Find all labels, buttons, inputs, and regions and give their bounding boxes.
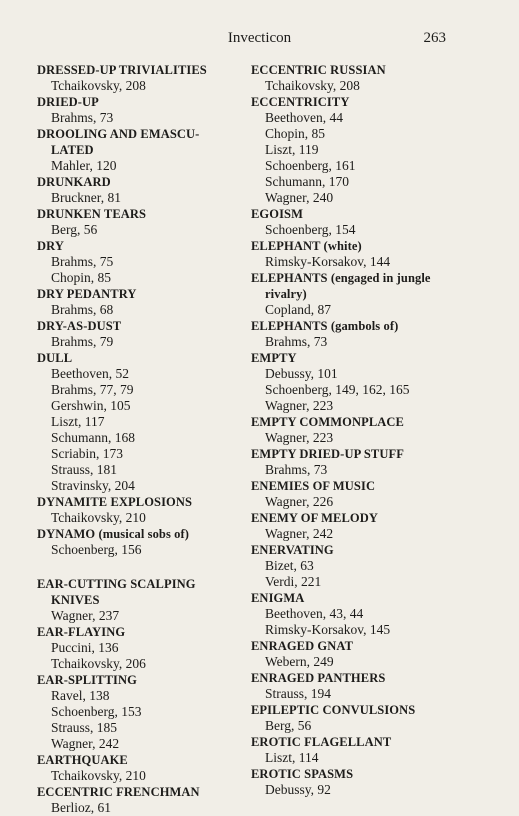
index-reference: Rimsky-Korsakov, 145 bbox=[265, 622, 391, 637]
index-reference: Brahms, 73 bbox=[265, 334, 328, 349]
index-reference: Wagner, 226 bbox=[265, 494, 334, 509]
index-entry bbox=[251, 542, 471, 590]
index-heading: EMPTY COMMONPLACE bbox=[251, 415, 404, 429]
index-reference: Tchaikovsky, 208 bbox=[51, 78, 146, 93]
index-heading: ENRAGED PANTHERS bbox=[251, 671, 386, 685]
index-entry bbox=[37, 350, 257, 494]
index-entry bbox=[37, 62, 257, 94]
index-heading: DRUNKARD bbox=[37, 175, 111, 189]
index-entry bbox=[37, 784, 257, 816]
index-reference: Gershwin, 105 bbox=[51, 398, 131, 413]
index-reference: Ravel, 138 bbox=[51, 688, 110, 703]
index-heading: EAR-SPLITTING bbox=[37, 673, 137, 687]
index-heading: DRESSED-UP TRIVIALITIES bbox=[37, 63, 207, 77]
index-heading: ECCENTRICITY bbox=[251, 95, 350, 109]
index-reference: Beethoven, 44 bbox=[265, 110, 343, 125]
index-entry bbox=[251, 638, 471, 670]
index-entry bbox=[251, 590, 471, 638]
index-reference: Tchaikovsky, 206 bbox=[51, 656, 146, 671]
index-entry bbox=[37, 494, 257, 526]
index-heading: ENERVATING bbox=[251, 543, 334, 557]
index-heading: EPILEPTIC CONVULSIONS bbox=[251, 703, 416, 717]
index-reference: Brahms, 79 bbox=[51, 334, 114, 349]
index-heading: EGOISM bbox=[251, 207, 303, 221]
index-reference: Rimsky-Korsakov, 144 bbox=[265, 254, 391, 269]
index-reference: Chopin, 85 bbox=[265, 126, 326, 141]
index-heading: LATED bbox=[51, 143, 94, 157]
index-reference: Stravinsky, 204 bbox=[51, 478, 135, 493]
index-entry bbox=[251, 510, 471, 542]
running-head bbox=[0, 30, 519, 50]
index-entry bbox=[37, 576, 257, 624]
index-heading: ENIGMA bbox=[251, 591, 305, 605]
index-heading: DRY PEDANTRY bbox=[37, 287, 137, 301]
index-heading: ECCENTRIC FRENCHMAN bbox=[37, 785, 200, 799]
index-heading: EROTIC SPASMS bbox=[251, 767, 354, 781]
index-reference: Bizet, 63 bbox=[265, 558, 314, 573]
index-entry bbox=[37, 206, 257, 238]
index-reference: Berg, 56 bbox=[265, 718, 312, 733]
index-reference: Schoenberg, 161 bbox=[265, 158, 356, 173]
index-heading: EAR-CUTTING SCALPING bbox=[37, 577, 196, 591]
index-reference: Schumann, 170 bbox=[265, 174, 349, 189]
index-reference: Wagner, 240 bbox=[265, 190, 334, 205]
index-heading: ENEMIES OF MUSIC bbox=[251, 479, 376, 493]
index-reference: Schoenberg, 156 bbox=[51, 542, 142, 557]
index-entry bbox=[37, 752, 257, 784]
index-entry bbox=[37, 238, 257, 286]
index-reference: Webern, 249 bbox=[265, 654, 334, 669]
index-column-right bbox=[251, 62, 471, 798]
index-reference: Wagner, 223 bbox=[265, 430, 334, 445]
index-entry bbox=[251, 670, 471, 702]
index-heading: ENEMY OF MELODY bbox=[251, 511, 378, 525]
index-reference: Schumann, 168 bbox=[51, 430, 135, 445]
index-entry bbox=[37, 318, 257, 350]
index-reference: Wagner, 242 bbox=[265, 526, 334, 541]
index-entry bbox=[37, 526, 257, 558]
index-reference: Brahms, 73 bbox=[51, 110, 114, 125]
index-entry bbox=[37, 672, 257, 752]
index-reference: Tchaikovsky, 208 bbox=[265, 78, 360, 93]
index-heading: rivalry) bbox=[265, 287, 307, 301]
index-reference: Strauss, 181 bbox=[51, 462, 118, 477]
index-reference: Liszt, 114 bbox=[265, 750, 319, 765]
index-entry bbox=[37, 624, 257, 672]
index-reference: Beethoven, 52 bbox=[51, 366, 129, 381]
running-title: Invecticon bbox=[227, 30, 292, 46]
index-entry bbox=[251, 766, 471, 798]
index-entry bbox=[251, 206, 471, 238]
index-heading: DULL bbox=[37, 351, 73, 365]
index-reference: Puccini, 136 bbox=[51, 640, 119, 655]
index-reference: Brahms, 68 bbox=[51, 302, 114, 317]
index-reference: Wagner, 223 bbox=[265, 398, 334, 413]
index-heading: EMPTY bbox=[251, 351, 297, 365]
index-heading: ELEPHANT (white) bbox=[251, 239, 362, 253]
index-reference: Tchaikovsky, 210 bbox=[51, 510, 146, 525]
index-heading: DRUNKEN TEARS bbox=[37, 207, 147, 221]
index-reference: Verdi, 221 bbox=[265, 574, 322, 589]
index-reference: Chopin, 85 bbox=[51, 270, 112, 285]
index-heading: ELEPHANTS (gambols of) bbox=[251, 319, 399, 333]
index-reference: Wagner, 237 bbox=[51, 608, 120, 623]
index-entry bbox=[251, 702, 471, 734]
index-reference: Strauss, 194 bbox=[265, 686, 332, 701]
index-reference: Bruckner, 81 bbox=[51, 190, 121, 205]
index-entry bbox=[251, 238, 471, 270]
index-reference: Tchaikovsky, 210 bbox=[51, 768, 146, 783]
index-entry bbox=[251, 318, 471, 350]
index-reference: Debussy, 101 bbox=[265, 366, 338, 381]
index-entry bbox=[251, 414, 471, 446]
index-heading: EAR-FLAYING bbox=[37, 625, 126, 639]
index-column-left bbox=[37, 62, 257, 816]
index-heading: EMPTY DRIED-UP STUFF bbox=[251, 447, 404, 461]
index-heading: DYNAMITE EXPLOSIONS bbox=[37, 495, 193, 509]
index-heading: ENRAGED GNAT bbox=[251, 639, 354, 653]
index-reference: Beethoven, 43, 44 bbox=[265, 606, 364, 621]
index-reference: Strauss, 185 bbox=[51, 720, 118, 735]
index-reference: Scriabin, 173 bbox=[51, 446, 123, 461]
index-entry bbox=[251, 350, 471, 414]
index-heading: DRY-AS-DUST bbox=[37, 319, 122, 333]
index-heading: DRIED-UP bbox=[37, 95, 99, 109]
index-entry bbox=[37, 174, 257, 206]
index-entry bbox=[251, 94, 471, 206]
index-reference: Schoenberg, 149, 162, 165 bbox=[265, 382, 410, 397]
index-reference: Liszt, 119 bbox=[265, 142, 319, 157]
index-reference: Schoenberg, 153 bbox=[51, 704, 142, 719]
index-reference: Schoenberg, 154 bbox=[265, 222, 356, 237]
index-reference: Brahms, 75 bbox=[51, 254, 114, 269]
index-reference: Berlioz, 61 bbox=[51, 800, 111, 815]
index-reference: Liszt, 117 bbox=[51, 414, 105, 429]
index-heading: DYNAMO (musical sobs of) bbox=[37, 527, 190, 541]
index-heading: ELEPHANTS (engaged in jungle bbox=[251, 271, 431, 285]
index-entry bbox=[251, 478, 471, 510]
index-entry bbox=[37, 126, 257, 174]
index-heading: DROOLING AND EMASCU- bbox=[37, 127, 200, 141]
index-entry bbox=[251, 734, 471, 766]
index-reference: Berg, 56 bbox=[51, 222, 98, 237]
index-entry bbox=[251, 62, 471, 94]
index-entry bbox=[251, 446, 471, 478]
index-heading: DRY bbox=[37, 239, 64, 253]
index-entry bbox=[251, 270, 471, 318]
index-reference: Debussy, 92 bbox=[265, 782, 331, 797]
index-heading: KNIVES bbox=[51, 593, 100, 607]
index-reference: Mahler, 120 bbox=[51, 158, 117, 173]
index-reference: Brahms, 77, 79 bbox=[51, 382, 134, 397]
index-reference: Wagner, 242 bbox=[51, 736, 120, 751]
index-heading: ECCENTRIC RUSSIAN bbox=[251, 63, 386, 77]
page-number: 263 bbox=[423, 30, 446, 46]
index-heading: EARTHQUAKE bbox=[37, 753, 128, 767]
index-reference: Copland, 87 bbox=[265, 302, 331, 317]
index-entry bbox=[37, 94, 257, 126]
index-entry bbox=[37, 286, 257, 318]
index-heading: EROTIC FLAGELLANT bbox=[251, 735, 392, 749]
index-reference: Brahms, 73 bbox=[265, 462, 328, 477]
